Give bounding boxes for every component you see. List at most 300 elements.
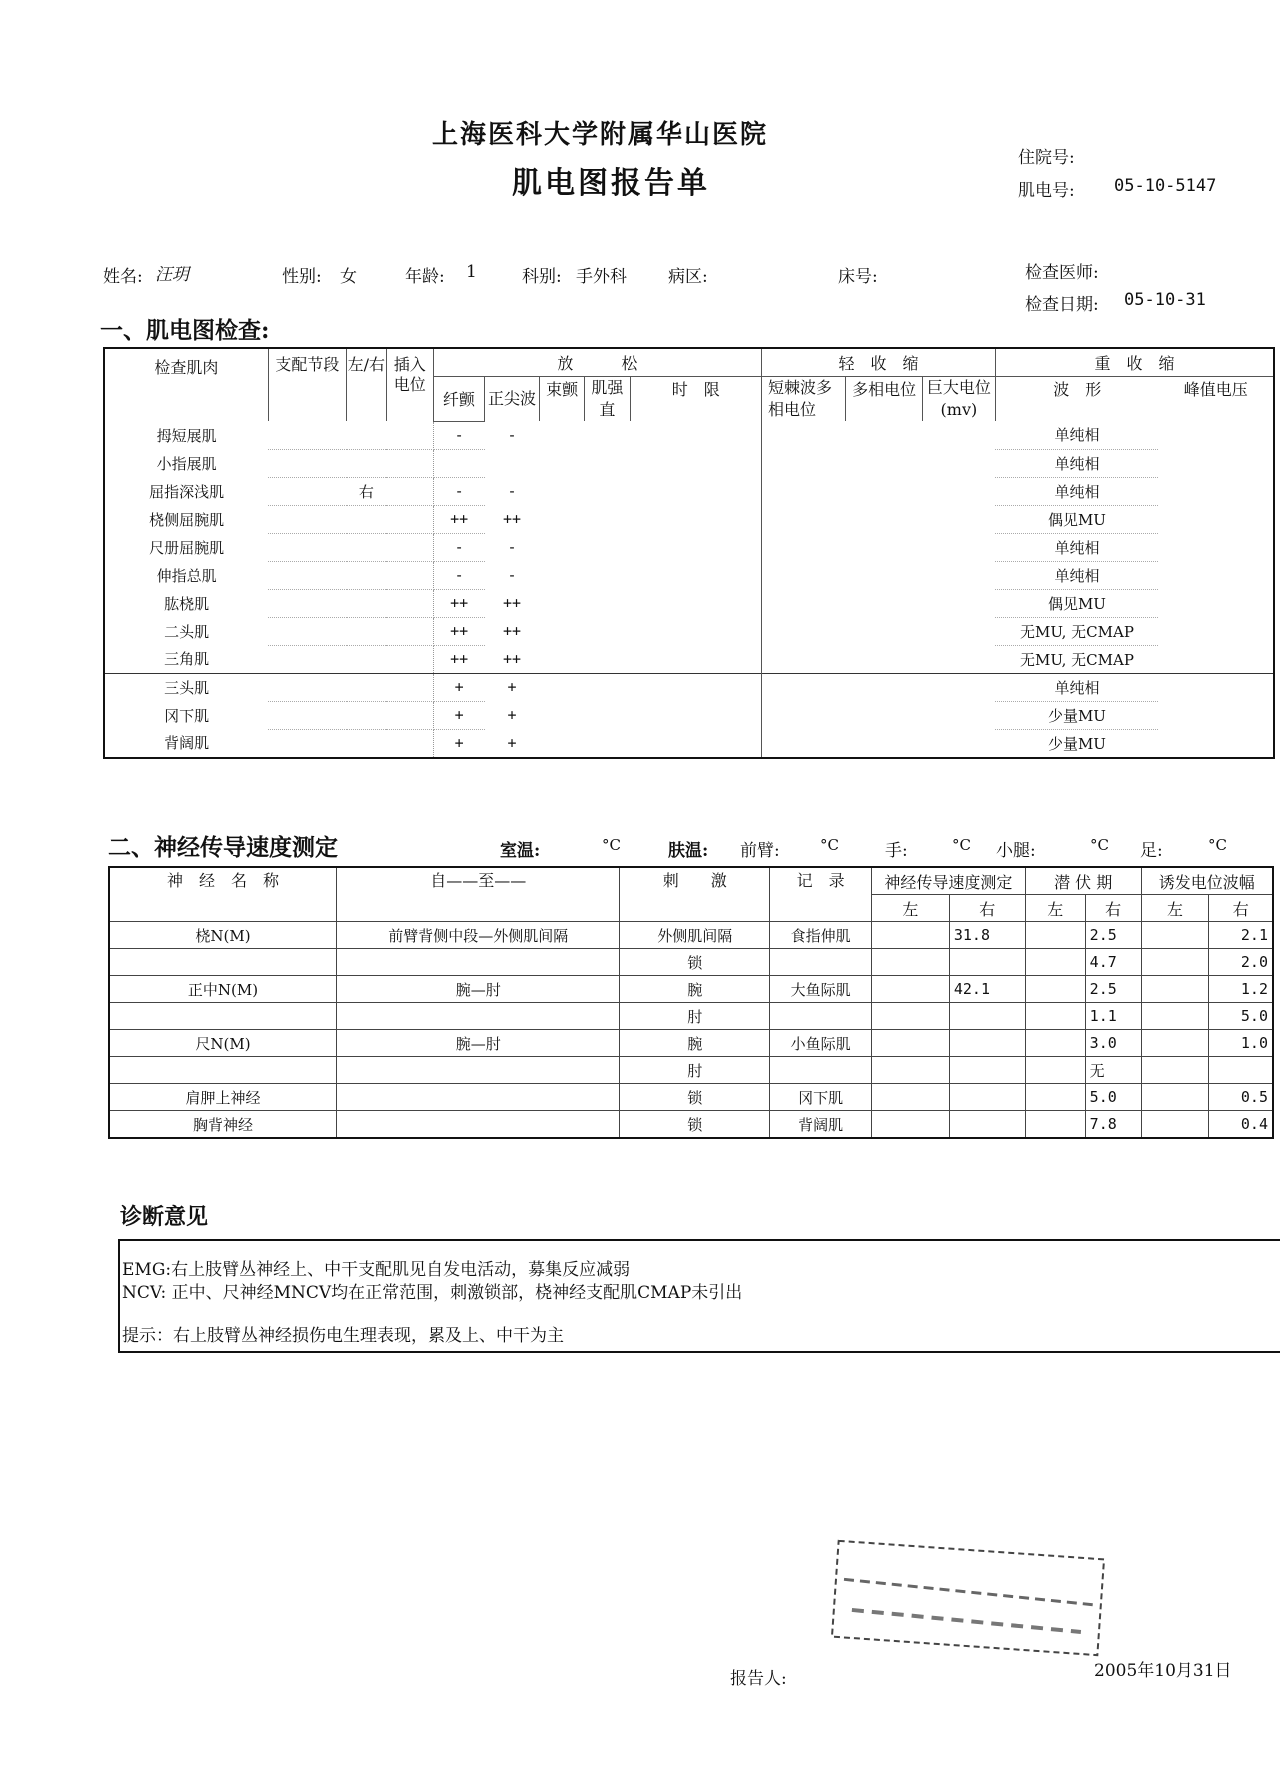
- col-fib: 纤颤: [433, 377, 484, 422]
- ncv-col-amplitude: 诱发电位波幅: [1141, 867, 1273, 895]
- emg-psw: ++: [502, 622, 522, 640]
- emg-muscle-name: 背阔肌: [164, 734, 210, 753]
- col-dur: 时 限: [630, 377, 761, 422]
- emg-muscle-name: 二头肌: [164, 622, 210, 641]
- emg-section-title: 一、肌电图检查:: [100, 317, 270, 344]
- ncv-amp-r: 1.0: [1209, 1030, 1273, 1057]
- emg-duration: [630, 477, 761, 505]
- ncv-nerve: [109, 949, 337, 976]
- emg-giant: [922, 645, 995, 673]
- emg-muscle-name: 肱桡肌: [164, 594, 210, 613]
- forearm-unit: °C: [820, 836, 839, 854]
- emg-insert: [386, 701, 433, 729]
- col-muscle: 检查肌肉: [104, 348, 268, 421]
- emg-rows: [104, 421, 1274, 758]
- ncv-vel-r: [949, 1111, 1025, 1139]
- ncv-row: [109, 1111, 1273, 1139]
- ncv-from-to: 前臂背侧中段—外侧肌间隔: [337, 922, 620, 949]
- ncv-stim: 锁: [620, 1111, 770, 1139]
- ncv-record: 冈下肌: [770, 1084, 872, 1111]
- emg-psw: -: [507, 538, 517, 556]
- emg-insert: [386, 673, 433, 701]
- emg-peak: [1158, 729, 1274, 758]
- emg-duration: [630, 589, 761, 617]
- ncv-col-velocity: 神经传导速度测定: [872, 867, 1026, 895]
- emg-insert: [386, 505, 433, 533]
- ncv-vel-l: [872, 1057, 950, 1084]
- emg-wave: 单纯相: [995, 449, 1158, 477]
- emg-row: [104, 477, 1274, 505]
- emg-psw: ++: [502, 594, 522, 612]
- diagnosis-title: 诊断意见: [120, 1204, 209, 1230]
- ward-label: 病区:: [668, 267, 708, 287]
- col-segment: 支配节段: [268, 348, 346, 421]
- emg-multi: [846, 561, 922, 589]
- dept-label: 科别:: [522, 267, 562, 287]
- ncv-amp-l: [1141, 1030, 1209, 1057]
- emg-peak: [1158, 449, 1274, 477]
- ncv-col-stim: 刺 激: [620, 867, 770, 922]
- emg-muscle-name: 小指展肌: [156, 454, 217, 473]
- emg-side: [347, 505, 387, 533]
- emg-multi: [846, 505, 922, 533]
- emg-segment: [268, 729, 346, 758]
- emg-multi: [846, 645, 922, 673]
- emg-wave: 单纯相: [995, 477, 1158, 505]
- ncv-amp-l: [1141, 922, 1209, 949]
- emg-poly: [762, 449, 846, 477]
- emg-row: [104, 449, 1274, 477]
- calf-label: 小腿:: [996, 841, 1036, 861]
- emg-wave: 无MU, 无CMAP: [995, 645, 1158, 673]
- emg-no: 05-10-5147: [1114, 176, 1217, 196]
- emg-giant: [922, 449, 995, 477]
- calf-unit: °C: [1090, 836, 1109, 854]
- ncv-lat-l: [1025, 949, 1085, 976]
- ncv-vel-r: [949, 1057, 1025, 1084]
- emg-psw: ++: [502, 510, 522, 528]
- emg-table: [103, 347, 1275, 759]
- forearm-label: 前臂:: [740, 841, 780, 861]
- ncv-lat-left: 左: [1025, 895, 1085, 922]
- ncv-amp-r: 0.5: [1209, 1084, 1273, 1111]
- emg-poly: [762, 533, 846, 561]
- ncv-from-to: [337, 1057, 620, 1084]
- ncv-row: [109, 922, 1273, 949]
- sex-label: 性别:: [282, 267, 322, 287]
- emg-fib: +: [433, 701, 484, 729]
- col-giant: 巨大电位(mv): [922, 377, 995, 422]
- ncv-lat-l: [1025, 1084, 1085, 1111]
- emg-side: [347, 645, 387, 673]
- emg-row: [104, 701, 1274, 729]
- emg-multi: [846, 449, 922, 477]
- emg-side: [347, 729, 387, 758]
- emg-psw: +: [507, 678, 517, 697]
- ncv-vel-r: 42.1: [949, 976, 1025, 1003]
- ncv-from-to: 腕—肘: [337, 976, 620, 1003]
- ncv-lat-r: 2.5: [1085, 922, 1141, 949]
- emg-poly: [762, 673, 846, 701]
- emg-segment: [268, 561, 346, 589]
- ncv-amp-r: 0.4: [1209, 1111, 1273, 1139]
- ncv-record: 大鱼际肌: [770, 976, 872, 1003]
- col-light: 轻 收 缩: [762, 348, 996, 377]
- ncv-row: [109, 1057, 1273, 1084]
- ncv-lat-l: [1025, 976, 1085, 1003]
- ncv-nerve: 桡N(M): [109, 922, 337, 949]
- ncv-stim: 腕: [620, 1030, 770, 1057]
- emg-duration: [630, 645, 761, 673]
- emg-fasc: [540, 645, 585, 673]
- ncv-amp-l: [1141, 1057, 1209, 1084]
- ncv-vel-l: [872, 1030, 950, 1057]
- emg-insert: [386, 589, 433, 617]
- ncv-nerve: [109, 1057, 337, 1084]
- emg-wave: 偶见MU: [995, 505, 1158, 533]
- ncv-vel-l: [872, 922, 950, 949]
- emg-duration: [630, 617, 761, 645]
- ncv-lat-right: 右: [1085, 895, 1141, 922]
- emg-fib: ++: [433, 617, 484, 645]
- ncv-vel-r: [949, 949, 1025, 976]
- emg-peak: [1158, 701, 1274, 729]
- ncv-nerve: 正中N(M): [109, 976, 337, 1003]
- emg-multi: [846, 589, 922, 617]
- emg-fasc: [540, 589, 585, 617]
- ncv-vel-right: 右: [949, 895, 1025, 922]
- ncv-from-to: [337, 1111, 620, 1139]
- ncv-lat-r: 1.1: [1085, 1003, 1141, 1030]
- ncv-from-to: [337, 1003, 620, 1030]
- ncv-vel-l: [872, 1111, 950, 1139]
- ncv-row: [109, 1084, 1273, 1111]
- ncv-from-to: 腕—肘: [337, 1030, 620, 1057]
- col-side: 左/右: [347, 348, 387, 421]
- ncv-row: [109, 1030, 1273, 1057]
- emg-myo: [585, 421, 630, 449]
- emg-myo: [585, 477, 630, 505]
- emg-insert: [386, 449, 433, 477]
- ncv-stim: 锁: [620, 949, 770, 976]
- emg-fib: -: [433, 561, 484, 589]
- ncv-lat-r: 4.7: [1085, 949, 1141, 976]
- ncv-amp-l: [1141, 949, 1209, 976]
- col-relax: 放 松: [433, 348, 761, 377]
- emg-row: [104, 561, 1274, 589]
- emg-side: [347, 673, 387, 701]
- emg-segment: [268, 449, 346, 477]
- patient-dept: 手外科: [576, 267, 627, 287]
- emg-segment: [268, 701, 346, 729]
- ncv-amp-r: 5.0: [1209, 1003, 1273, 1030]
- emg-psw: -: [507, 426, 517, 444]
- emg-multi: [846, 729, 922, 758]
- ncv-amp-left: 左: [1141, 895, 1209, 922]
- ncv-col-latency: 潜 伏 期: [1025, 867, 1141, 895]
- emg-multi: [846, 701, 922, 729]
- emg-fasc: [540, 701, 585, 729]
- ncv-vel-l: [872, 949, 950, 976]
- emg-wave: 少量MU: [995, 701, 1158, 729]
- emg-row: [104, 505, 1274, 533]
- emg-fasc: [540, 449, 585, 477]
- emg-row: [104, 589, 1274, 617]
- col-heavy: 重 收 缩: [1094, 354, 1175, 373]
- ncv-row: [109, 1003, 1273, 1030]
- emg-myo: [585, 673, 630, 701]
- emg-segment: [268, 421, 346, 449]
- col-peak: 峰值电压: [1183, 380, 1248, 399]
- col-fasc: 束颤: [540, 377, 585, 422]
- emg-giant: [922, 533, 995, 561]
- emg-fasc: [540, 729, 585, 758]
- emg-multi: [846, 477, 922, 505]
- inpatient-no-label: 住院号:: [1018, 148, 1075, 168]
- ncv-record: 小鱼际肌: [770, 1030, 872, 1057]
- ncv-amp-l: [1141, 1003, 1209, 1030]
- emg-peak: [1158, 673, 1274, 701]
- emg-segment: [268, 533, 346, 561]
- emg-duration: [630, 561, 761, 589]
- emg-side: [347, 449, 387, 477]
- foot-unit: °C: [1208, 836, 1227, 854]
- emg-duration: [630, 673, 761, 701]
- emg-wave: 无MU, 无CMAP: [995, 617, 1158, 645]
- emg-myo: [585, 589, 630, 617]
- diagnosis-line-ncv: NCV: 正中、尺神经MNCV均在正常范围，刺激锁部，桡神经支配肌CMAP未引出: [122, 1283, 743, 1303]
- exam-date-label: 检查日期:: [1025, 295, 1099, 315]
- emg-poly: [762, 561, 846, 589]
- emg-segment: [268, 617, 346, 645]
- emg-myo: [585, 505, 630, 533]
- ncv-nerve: 肩胛上神经: [109, 1084, 337, 1111]
- emg-muscle-name: 三角肌: [164, 650, 210, 669]
- exam-date: 05-10-31: [1124, 290, 1206, 310]
- age-label: 年龄:: [405, 267, 445, 287]
- emg-multi: [846, 673, 922, 701]
- ncv-lat-l: [1025, 1057, 1085, 1084]
- ncv-col-fromto: 自——至——: [337, 867, 620, 922]
- patient-age: 1: [466, 262, 477, 282]
- emg-side: [347, 421, 387, 449]
- emg-duration: [630, 449, 761, 477]
- col-psw: 正尖波: [485, 377, 540, 422]
- emg-poly: [762, 617, 846, 645]
- ncv-vel-l: [872, 1084, 950, 1111]
- ncv-lat-r: 无: [1085, 1057, 1141, 1084]
- ncv-record: 食指伸肌: [770, 922, 872, 949]
- emg-fib: ++: [433, 505, 484, 533]
- ncv-rows: [109, 922, 1273, 1139]
- emg-multi: [846, 421, 922, 449]
- emg-segment: [268, 673, 346, 701]
- ncv-stim: 外侧肌间隔: [620, 922, 770, 949]
- ncv-table: [108, 866, 1274, 1139]
- ncv-amp-l: [1141, 1084, 1209, 1111]
- emg-fib: +: [433, 673, 484, 701]
- ncv-lat-r: 3.0: [1085, 1030, 1141, 1057]
- ncv-nerve: [109, 1003, 337, 1030]
- emg-fib: -: [433, 533, 484, 561]
- emg-side: [347, 701, 387, 729]
- emg-wave: 单纯相: [995, 421, 1158, 449]
- emg-multi: [846, 617, 922, 645]
- emg-myo: [585, 645, 630, 673]
- emg-wave: 单纯相: [995, 673, 1158, 701]
- diagnosis-box: [118, 1239, 1280, 1353]
- col-multi: 多相电位: [846, 377, 922, 422]
- emg-fib: +: [433, 729, 484, 758]
- emg-giant: [922, 617, 995, 645]
- emg-wave: 单纯相: [995, 533, 1158, 561]
- emg-myo: [585, 449, 630, 477]
- emg-giant: [922, 421, 995, 449]
- emg-segment: [268, 477, 346, 505]
- ncv-vel-left: 左: [872, 895, 950, 922]
- emg-fasc: [540, 505, 585, 533]
- ncv-lat-r: 5.0: [1085, 1084, 1141, 1111]
- emg-side: [347, 589, 387, 617]
- emg-muscle-name: 冈下肌: [164, 706, 210, 725]
- bed-label: 床号:: [838, 267, 878, 287]
- emg-poly: [762, 589, 846, 617]
- ncv-vel-r: [949, 1003, 1025, 1030]
- ncv-amp-r: [1209, 1057, 1273, 1084]
- diagnosis-line-emg: EMG:右上肢臂丛神经上、中干支配肌见自发电活动，募集反应减弱: [122, 1260, 631, 1280]
- hand-unit: °C: [952, 836, 971, 854]
- ncv-vel-l: [872, 1003, 950, 1030]
- emg-psw: +: [507, 706, 517, 724]
- emg-muscle-name: 屈指深浅肌: [149, 482, 225, 501]
- emg-peak: [1158, 477, 1274, 505]
- ncv-amp-l: [1141, 1111, 1209, 1139]
- emg-psw: ++: [502, 649, 522, 668]
- emg-insert: [386, 477, 433, 505]
- emg-peak: [1158, 561, 1274, 589]
- room-temp-label: 室温:: [500, 841, 541, 861]
- ncv-stim: 肘: [620, 1057, 770, 1084]
- emg-multi: [846, 533, 922, 561]
- ncv-section-title: 二、神经传导速度测定: [108, 834, 338, 861]
- hand-label: 手:: [885, 841, 908, 861]
- ncv-vel-r: 31.8: [949, 922, 1025, 949]
- emg-fib: -: [433, 477, 484, 505]
- col-wave: 波 形: [1053, 380, 1102, 399]
- emg-myo: [585, 533, 630, 561]
- ncv-record: 背阔肌: [770, 1111, 872, 1139]
- emg-insert: [386, 617, 433, 645]
- emg-fasc: [540, 477, 585, 505]
- emg-giant: [922, 561, 995, 589]
- emg-wave: 少量MU: [995, 729, 1158, 758]
- emg-giant: [922, 505, 995, 533]
- emg-poly: [762, 729, 846, 758]
- emg-duration: [630, 505, 761, 533]
- ncv-vel-l: [872, 976, 950, 1003]
- ncv-lat-l: [1025, 922, 1085, 949]
- emg-fib: [433, 449, 484, 477]
- emg-giant: [922, 477, 995, 505]
- emg-muscle-name: 拇短展肌: [156, 426, 217, 445]
- emg-side: [347, 533, 387, 561]
- emg-myo: [585, 729, 630, 758]
- emg-side: [347, 617, 387, 645]
- room-temp-unit: °C: [602, 836, 621, 854]
- emg-muscle-name: 三头肌: [164, 678, 210, 697]
- reporter-label: 报告人:: [730, 1669, 787, 1689]
- ncv-lat-r: 2.5: [1085, 976, 1141, 1003]
- ncv-col-record: 记 录: [770, 867, 872, 922]
- ncv-stim: 腕: [620, 976, 770, 1003]
- emg-giant: [922, 589, 995, 617]
- emg-psw: +: [507, 733, 517, 752]
- emg-peak: [1158, 505, 1274, 533]
- ncv-vel-r: [949, 1030, 1025, 1057]
- ncv-stim: 肘: [620, 1003, 770, 1030]
- ncv-nerve: 胸背神经: [109, 1111, 337, 1139]
- emg-segment: [268, 505, 346, 533]
- emg-peak: [1158, 617, 1274, 645]
- hospital-name: 上海医科大学附属华山医院: [432, 120, 769, 150]
- emg-segment: [268, 645, 346, 673]
- emg-poly: [762, 477, 846, 505]
- emg-muscle-name: 尺册屈腕肌: [149, 538, 225, 557]
- report-title: 肌电图报告单: [512, 166, 710, 201]
- ncv-row: [109, 976, 1273, 1003]
- ncv-lat-l: [1025, 1111, 1085, 1139]
- diagnosis-line-hint: 提示：右上肢臂丛神经损伤电生理表现，累及上、中干为主: [122, 1326, 564, 1346]
- emg-giant: [922, 729, 995, 758]
- emg-fasc: [540, 673, 585, 701]
- emg-wave: 单纯相: [995, 561, 1158, 589]
- emg-giant: [922, 701, 995, 729]
- emg-duration: [630, 729, 761, 758]
- ncv-vel-r: [949, 1084, 1025, 1111]
- hospital-stamp: [830, 1539, 1106, 1658]
- ncv-amp-r: 2.0: [1209, 949, 1273, 976]
- emg-giant: [922, 673, 995, 701]
- ncv-row: [109, 949, 1273, 976]
- emg-row: [104, 729, 1274, 758]
- ncv-record: [770, 949, 872, 976]
- ncv-amp-l: [1141, 976, 1209, 1003]
- patient-sex: 女: [340, 267, 357, 287]
- ncv-amp-r: 1.2: [1209, 976, 1273, 1003]
- emg-psw: -: [507, 482, 517, 500]
- ncv-record: [770, 1003, 872, 1030]
- emg-duration: [630, 533, 761, 561]
- emg-insert: [386, 561, 433, 589]
- ncv-from-to: [337, 949, 620, 976]
- emg-segment: [268, 589, 346, 617]
- emg-fasc: [540, 617, 585, 645]
- col-insert: 插入电位: [386, 348, 433, 421]
- emg-fib: ++: [433, 645, 484, 673]
- foot-label: 足:: [1140, 841, 1163, 861]
- emg-side: 右: [347, 477, 387, 505]
- emg-insert: [386, 729, 433, 758]
- ncv-lat-l: [1025, 1030, 1085, 1057]
- ncv-nerve: 尺N(M): [109, 1030, 337, 1057]
- emg-no-label: 肌电号:: [1018, 181, 1075, 201]
- emg-psw: -: [507, 566, 517, 584]
- col-myo: 肌强直: [585, 377, 630, 422]
- ncv-lat-l: [1025, 1003, 1085, 1030]
- emg-muscle-name: 桡侧屈腕肌: [149, 510, 225, 529]
- ncv-amp-r: 2.1: [1209, 922, 1273, 949]
- emg-peak: [1158, 589, 1274, 617]
